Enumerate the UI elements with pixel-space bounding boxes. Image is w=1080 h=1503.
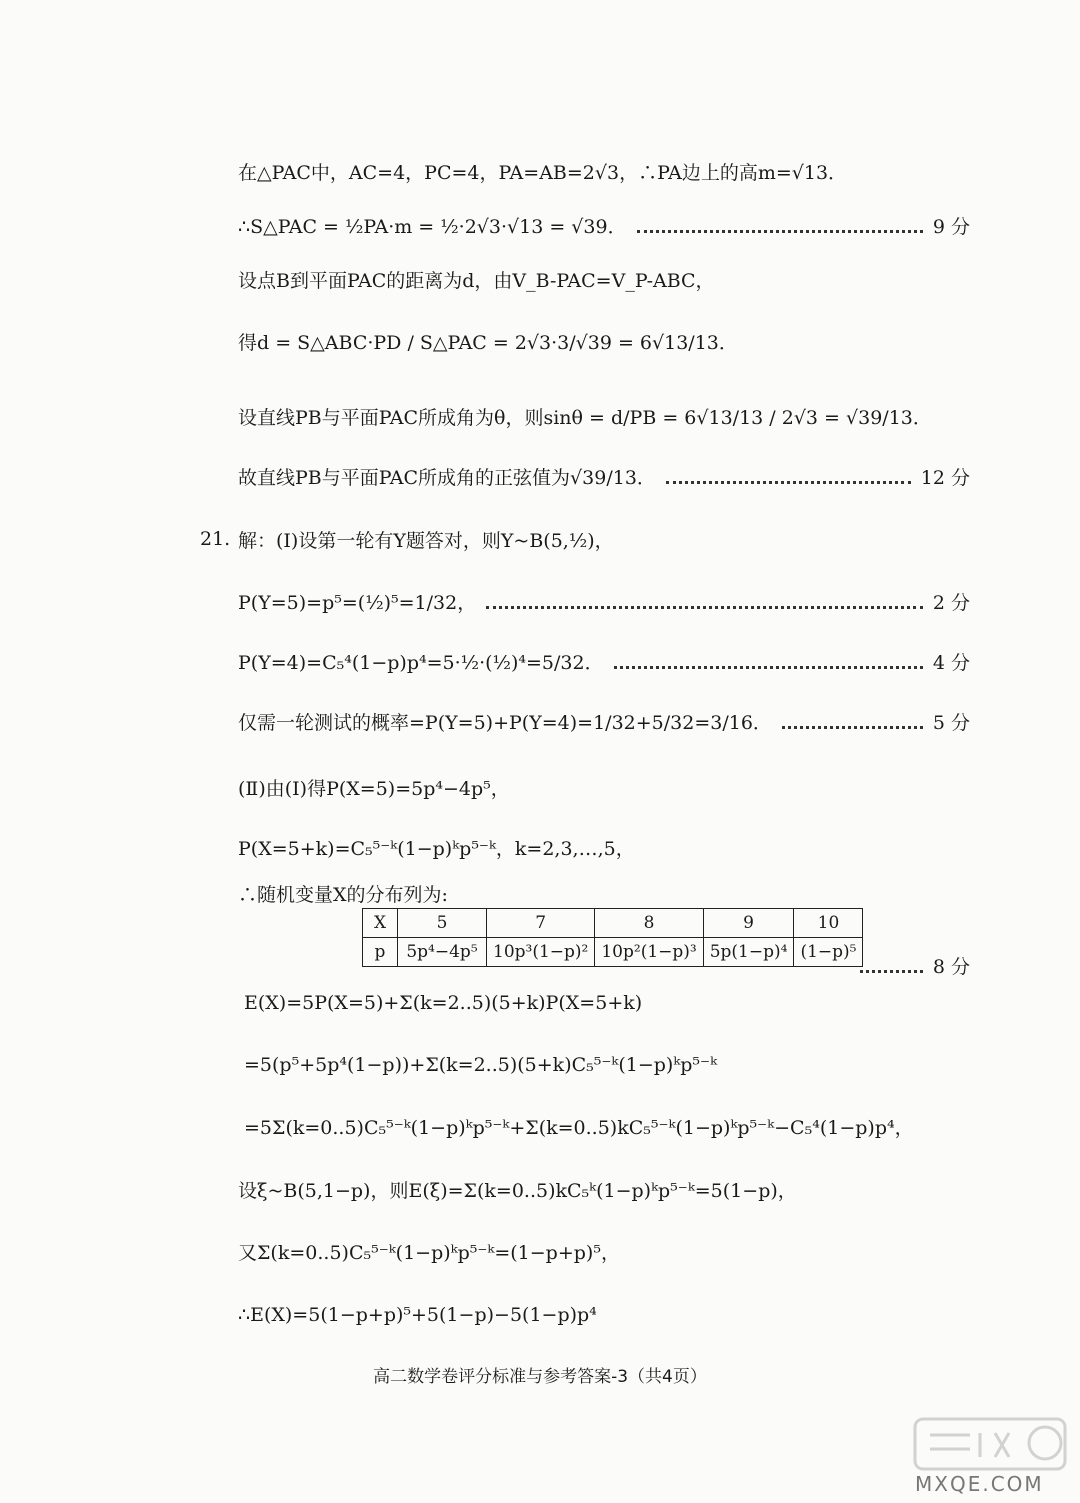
- line-text: 又Σ(k=0..5)C₅⁵⁻ᵏ(1−p)ᵏp⁵⁻ᵏ=(1−p+p)⁵，: [238, 1242, 620, 1264]
- line-py4: [238, 650, 970, 676]
- line-text: 得d = S△ABC·PD / S△PAC = 2√3·3/√39 = 6√13/13．: [238, 332, 738, 354]
- watermark-text: MXQE.COM: [915, 1472, 1044, 1496]
- line-distance-setup: [238, 268, 970, 294]
- score-label: 4 分: [932, 652, 970, 674]
- line-table-score: [860, 954, 970, 980]
- score-label: 2 分: [932, 592, 970, 614]
- line-text: P(Y=4)=C₅⁴(1−p)p⁴=5·½·(½)⁴=5/32．: [238, 652, 604, 674]
- distribution-table: [362, 908, 863, 967]
- score-leader: [860, 970, 923, 973]
- table-row: [363, 938, 863, 967]
- line-binomial-sum: [238, 1240, 970, 1266]
- table-cell: X: [363, 909, 398, 938]
- table-cell: 5p⁴−4p⁵: [398, 938, 487, 967]
- line-text: 在△PAC中，AC=4，PC=4，PA=AB=2√3，∴PA边上的高m=√13．: [238, 162, 848, 184]
- table-cell: 10p²(1−p)³: [595, 938, 703, 967]
- line-text: ∴随机变量X的分布列为:: [238, 884, 448, 906]
- line-text: 仅需一轮测试的概率=P(Y=5)+P(Y=4)=1/32+5/32=3/16．: [238, 712, 772, 734]
- line-px5k: [238, 836, 970, 862]
- line-text: ∴S△PAC = ½PA·m = ½·2√3·√13 = √39．: [238, 216, 627, 238]
- table-row: [363, 909, 863, 938]
- line-text: E(X)=5P(X=5)+Σ(k=2..5)(5+k)P(X=5+k): [244, 992, 643, 1014]
- line-text: ∴E(X)=5(1−p+p)⁵+5(1−p)−5(1−p)p⁴: [238, 1304, 597, 1326]
- line-area-pac: [238, 214, 970, 240]
- score-leader: [614, 666, 923, 669]
- line-text: 设点B到平面PAC的距离为d，由V_B-PAC=V_P-ABC，: [238, 270, 715, 292]
- score-label: 9 分: [932, 216, 970, 238]
- line-ex-3: [244, 1115, 970, 1141]
- line-text: P(Y=5)=p⁵=(½)⁵=1/32，: [238, 592, 477, 614]
- line-py5: [238, 590, 970, 616]
- line-px5: [238, 776, 970, 802]
- table-cell: 10: [794, 909, 863, 938]
- question-number: 21.: [200, 528, 231, 550]
- line-distribution-heading: [238, 882, 970, 908]
- score-leader: [486, 606, 923, 609]
- score-leader: [637, 230, 923, 233]
- score-label: 5 分: [932, 712, 970, 734]
- line-sine-conclusion: [238, 465, 970, 491]
- line-ex-result: [238, 1302, 970, 1328]
- score-leader: [666, 481, 911, 484]
- table-cell: p: [363, 938, 398, 967]
- line-text: 设直线PB与平面PAC所成角为θ，则sinθ = d/PB = 6√13/13 / 2√3 = √39/13．: [238, 407, 932, 429]
- score-label: 8 分: [932, 956, 970, 978]
- table-cell: 10p³(1−p)²: [487, 938, 595, 967]
- score-leader: [782, 726, 923, 729]
- line-text: 设ξ~B(5,1−p)，则E(ξ)=Σ(k=0..5)kC₅ᵏ(1−p)ᵏp⁵⁻ᵏ=5(1−p)，: [238, 1180, 797, 1202]
- line-ex-1: [244, 990, 970, 1016]
- table-cell: 9: [703, 909, 794, 938]
- line-one-round-prob: [238, 710, 970, 736]
- line-sin-theta: [238, 405, 970, 431]
- line-text: P(X=5+k)=C₅⁵⁻ᵏ(1−p)ᵏp⁵⁻ᵏ，k=2,3,…,5，: [238, 838, 635, 860]
- line-text: 解：(Ⅰ)设第一轮有Y题答对，则Y~B(5,½)，: [238, 530, 614, 552]
- table-cell: 7: [487, 909, 595, 938]
- line-text: (Ⅱ)由(Ⅰ)得P(X=5)=5p⁴−4p⁵，: [238, 778, 510, 800]
- page-footer: 高二数学卷评分标准与参考答案-3（共4页）: [373, 1367, 707, 1387]
- line-height-m: [238, 160, 970, 186]
- score-label: 12 分: [920, 467, 970, 489]
- table-cell: 5p(1−p)⁴: [703, 938, 794, 967]
- line-distance-d: [238, 330, 970, 356]
- line-ex-2: [244, 1052, 970, 1078]
- line-text: 故直线PB与平面PAC所成角的正弦值为√39/13．: [238, 467, 656, 489]
- line-q21-intro: [238, 528, 970, 554]
- line-text: =5(p⁵+5p⁴(1−p))+Σ(k=2..5)(5+k)C₅⁵⁻ᵏ(1−p)ᵏp⁵⁻ᵏ: [244, 1054, 718, 1076]
- table-cell: 5: [398, 909, 487, 938]
- line-text: =5Σ(k=0..5)C₅⁵⁻ᵏ(1−p)ᵏp⁵⁻ᵏ+Σ(k=0..5)kC₅⁵⁻ᵏ(1−p)ᵏp⁵⁻ᵏ−C₅⁴(1−p)p⁴，: [244, 1117, 914, 1139]
- line-xi-binomial: [238, 1178, 970, 1204]
- table-cell: 8: [595, 909, 703, 938]
- table-cell: (1−p)⁵: [794, 938, 863, 967]
